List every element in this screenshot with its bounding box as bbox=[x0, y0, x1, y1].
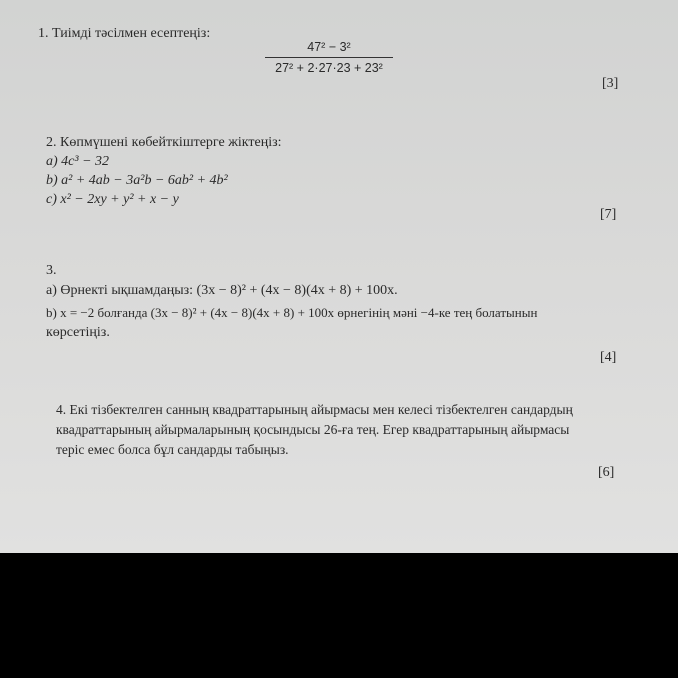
q2-item-a: a) 4c³ − 32 bbox=[46, 154, 110, 169]
q3-item-b: b) x = −2 болғанда (3x − 8)² + (4x − 8)(4x + 8) + 100x өрнегінің мәні −4-ке тең болатынын bbox=[46, 305, 538, 320]
q2-item-b: b) a² + 4ab − 3a²b − 6ab² + 4b² bbox=[46, 173, 228, 188]
q3-score: [4] bbox=[600, 350, 617, 365]
q4-line-1: 4. Екі тізбектелген санның квадраттарының айырмасы мен келесі тізбектелген сандардың bbox=[56, 402, 573, 417]
q2-score: [7] bbox=[600, 207, 617, 222]
q2-prompt: 2. Көпмүшені көбейткіштерге жіктеңіз: bbox=[46, 135, 282, 150]
q3-item-b-cont: көрсетіңіз. bbox=[46, 325, 110, 340]
q1-score: [3] bbox=[602, 76, 619, 91]
q3-item-a: а) Өрнекті ықшамдаңыз: (3x − 8)² + (4x − 8)(4x + 8) + 100x. bbox=[46, 283, 398, 298]
dark-background bbox=[0, 553, 678, 678]
q1-prompt: 1. Тиімді тәсілмен есептеңіз: bbox=[38, 26, 211, 41]
q4-score: [6] bbox=[598, 465, 615, 480]
q3-number: 3. bbox=[46, 263, 57, 278]
q1-denominator: 27² + 2·27·23 + 23² bbox=[275, 61, 383, 76]
q4-line-2: квадраттарының айырмаларының қосындысы 26-ға тең. Егер квадраттарының айырмасы bbox=[56, 422, 570, 437]
fraction-bar bbox=[265, 57, 393, 58]
q1-fraction bbox=[265, 40, 393, 76]
q4-line-3: теріс емес болса бұл сандарды табыңыз. bbox=[56, 442, 289, 457]
q2-item-c: c) x² − 2xy + y² + x − y bbox=[46, 192, 179, 207]
q1-numerator: 47² − 3² bbox=[307, 40, 351, 54]
